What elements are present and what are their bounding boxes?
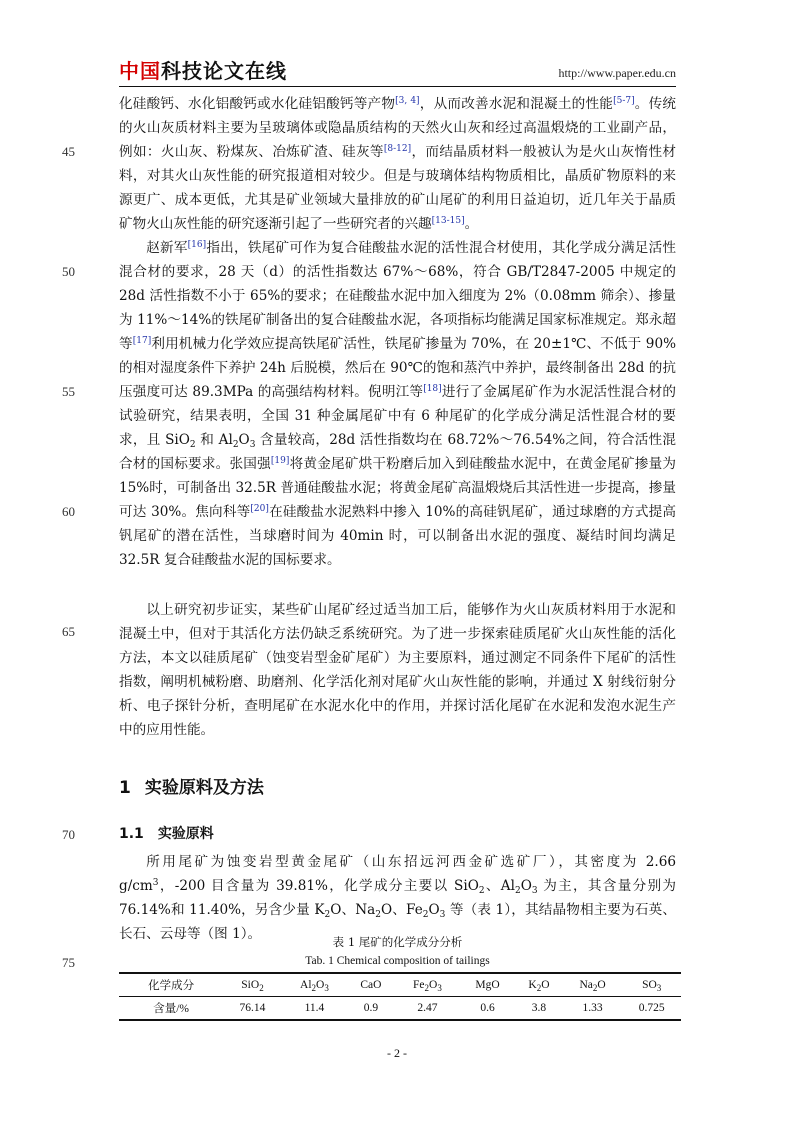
citation[interactable]: [16]: [187, 240, 207, 250]
paragraph-3: [119, 598, 676, 742]
table-header-cell: $K_2O$: [515, 973, 563, 997]
subscript: 2: [189, 440, 196, 450]
subscript: 2: [422, 910, 429, 920]
citation[interactable]: [8-12]: [383, 144, 412, 154]
table-cell: 11.4: [282, 997, 347, 1021]
text: 和 Al: [195, 432, 233, 448]
site-url[interactable]: http://www.paper.edu.cn: [558, 66, 676, 80]
table-cell: 76.14: [223, 997, 282, 1021]
site-logo: [119, 58, 287, 84]
text: 指出，铁尾矿可作为复合硅酸盐水泥的活性混合材使用，其化学成分满足活性混合材的要求，28 天（d）的活性指数达 67%～68%，符合 GB/T2847-2005 中规定的 28d 活性指数不小于 65%的要求；在硅酸盐水泥中加入细度为 2%（0.08mm 筛余）、掺量为 11%～14%的铁尾矿制备出的复合硅酸盐水泥，各项指标均能满足国家标准规定。郑永超等: [119, 240, 677, 352]
subscript: 3: [249, 440, 256, 450]
page-number: - 2 -: [387, 1046, 407, 1060]
text: 。传统的火山灰质材料主要为呈玻璃体或隐晶质结构的天然火山灰和经过高温煅烧的工业副产品，例如：火山灰、粉煤灰、冶炼矿渣、硅灰等: [119, 96, 677, 160]
table-cell: 2.47: [395, 997, 460, 1021]
table-header-cell: $Fe_2O_3$: [395, 973, 460, 997]
subscript: 3: [531, 886, 538, 896]
text: 化硅酸钙、水化铝酸钙或水化硅铝酸钙等产物: [119, 96, 396, 112]
citation[interactable]: [19]: [270, 456, 290, 466]
line-number: 60: [62, 504, 75, 519]
text: 、Al: [484, 878, 515, 894]
citation[interactable]: [18]: [423, 384, 442, 394]
text: 赵新军: [146, 240, 188, 256]
table-cell: 0.9: [347, 997, 395, 1021]
paragraph-2: [119, 236, 676, 572]
table-cell: 0.6: [460, 997, 515, 1021]
text: 将黄金尾矿烘干粉磨后加入到硅酸盐水泥中，在黄金尾矿掺量为 15%时，可制备出 32.5R 普通硅酸盐水泥；将黄金尾矿高温煅烧后其活性进一步提高，掺量可达 30%。焦向科等: [119, 456, 676, 520]
composition-table: [119, 972, 681, 1021]
text: ，从而改善水泥和混凝土的性能: [419, 96, 614, 112]
section-heading-1-1: [119, 823, 228, 843]
paragraph-1: [119, 92, 676, 236]
line-number: 45: [62, 144, 75, 159]
citation[interactable]: [5-7]: [613, 96, 635, 106]
table-header-cell: MgO: [460, 973, 515, 997]
text: 所用尾矿为蚀变岩型黄金尾矿（山东招远河西金矿选矿厂），其密度为 2.66 g/cm: [119, 854, 676, 894]
section-number: 1: [119, 778, 131, 798]
subscript: 2: [375, 910, 381, 920]
line-number: 70: [62, 827, 75, 842]
superscript: 3: [152, 878, 159, 888]
logo-text-black: 科技论文在线: [161, 59, 287, 83]
table-caption-en: Tab. 1 Chemical composition of tailings: [305, 955, 490, 967]
table-row-label: 含量/%: [119, 997, 223, 1021]
table-header-cell: SiO$_2$: [223, 973, 282, 997]
citation[interactable]: [20]: [250, 504, 269, 514]
text: 。: [464, 216, 479, 232]
text: 以上研究初步证实，某些矿山尾矿经过适当加工后，能够作为火山灰质材料用于水泥和混凝土中，但对于其活化方法仍缺乏系统研究。为了进一步探索硅质尾矿火山灰性能的活化方法，本文以硅质尾矿（蚀变岩型金矿尾矿）为主要原料，通过测定不同条件下尾矿的活性指数，阐明机械粉磨、助磨剂、化学活化剂对尾矿火山灰性能的影响，并通过 X 射线衍射分析、电子探针分析，查明尾矿在水泥水化中的作用，并探讨活化尾矿在水泥和发泡水泥生产中的应用性能。: [119, 602, 676, 738]
table-row-label: 化学成分: [119, 973, 223, 997]
text: O、Na: [330, 902, 376, 918]
text: O: [238, 432, 250, 448]
text: O: [428, 902, 440, 918]
text: O、Fe: [380, 902, 423, 918]
table-header-cell: CaO: [347, 973, 395, 997]
text: 含量较高，28d 活性指数均在 68.72%～76.54%之间，符合活性混合材的国标要求。张国强: [119, 432, 676, 472]
table-header-cell: $SO_3$: [622, 973, 681, 997]
logo-text-red: 中国: [119, 59, 161, 83]
table-cell: 3.8: [515, 997, 563, 1021]
citation[interactable]: [3, 4]: [395, 96, 420, 106]
section-title: 实验原料: [157, 826, 214, 842]
citation[interactable]: [13-15]: [431, 216, 465, 226]
subscript: 2: [478, 886, 485, 896]
subscript: 2: [514, 886, 521, 896]
table-row: [119, 997, 681, 1021]
text: 在硅酸盐水泥熟料中掺入 10%的高硅钒尾矿，通过球磨的方式提高钒尾矿的潜在活性，当球磨时间为 40min 时，可以制备出水泥的强度、凝结时间均满足 32.5R 复合硅酸盐水泥的国标要求。: [119, 504, 676, 568]
line-number: 50: [62, 264, 75, 279]
section-heading-1: [119, 773, 278, 798]
section-number: 1.1: [119, 826, 144, 842]
subscript: 2: [324, 910, 331, 920]
line-number: 55: [62, 384, 75, 399]
citation[interactable]: [17]: [132, 336, 152, 346]
text: 为主，其含量分别为 76.14%和 11.40%，另含少量 K: [119, 878, 676, 918]
paragraph-4: [119, 850, 676, 946]
table-caption-cn: 表 1 尾矿的化学成分分析: [332, 935, 463, 949]
line-number: 65: [62, 624, 75, 639]
text: 利用机械力化学效应提高铁尾矿活性，铁尾矿掺量为 70%，在 20±1℃、不低于 90%的相对湿度条件下养护 24h 后脱模，然后在 90℃的饱和蒸汽中养护，最终制备出 28d 的抗压强度可达 89.3MPa 的高强结构材料。倪明江等: [119, 336, 677, 400]
text: 等（表 1），其结晶物相主要为石英、长石、云母等（图 1）。: [119, 902, 676, 942]
page-header: [119, 58, 676, 84]
subscript: 3: [439, 910, 446, 920]
table-cell: 0.725: [622, 997, 681, 1021]
subscript: 2: [232, 440, 239, 450]
text: O: [520, 878, 532, 894]
text: ，-200 目含量为 39.81%，化学成分主要以 SiO: [158, 878, 479, 894]
table-cell: 1.33: [563, 997, 622, 1021]
text: ，而结晶质材料一般被认为是火山灰惰性材料，对其火山灰性能的研究报道相对较少。但是与玻璃体结构物质相比，晶质矿物原料的来源更广、成本更低，尤其是矿业领域大量排放的矿山尾矿的利用日益迫切，近几年关于晶质矿物火山灰性能的研究逐渐引起了一些研究者的兴趣: [119, 144, 676, 232]
table-header-row: [119, 973, 681, 997]
table-header-cell: $Na_2O$: [563, 973, 622, 997]
section-title: 实验原料及方法: [144, 778, 264, 798]
table-header-cell: $Al_2O_3$: [282, 973, 347, 997]
header-rule: [119, 86, 676, 87]
text: 进行了金属尾矿作为水泥活性混合材的试验研究，结果表明，全国 31 种金属尾矿中有 6 种尾矿的化学成分满足活性混合材的要求，且 SiO: [119, 384, 677, 448]
line-number: 75: [62, 955, 75, 970]
